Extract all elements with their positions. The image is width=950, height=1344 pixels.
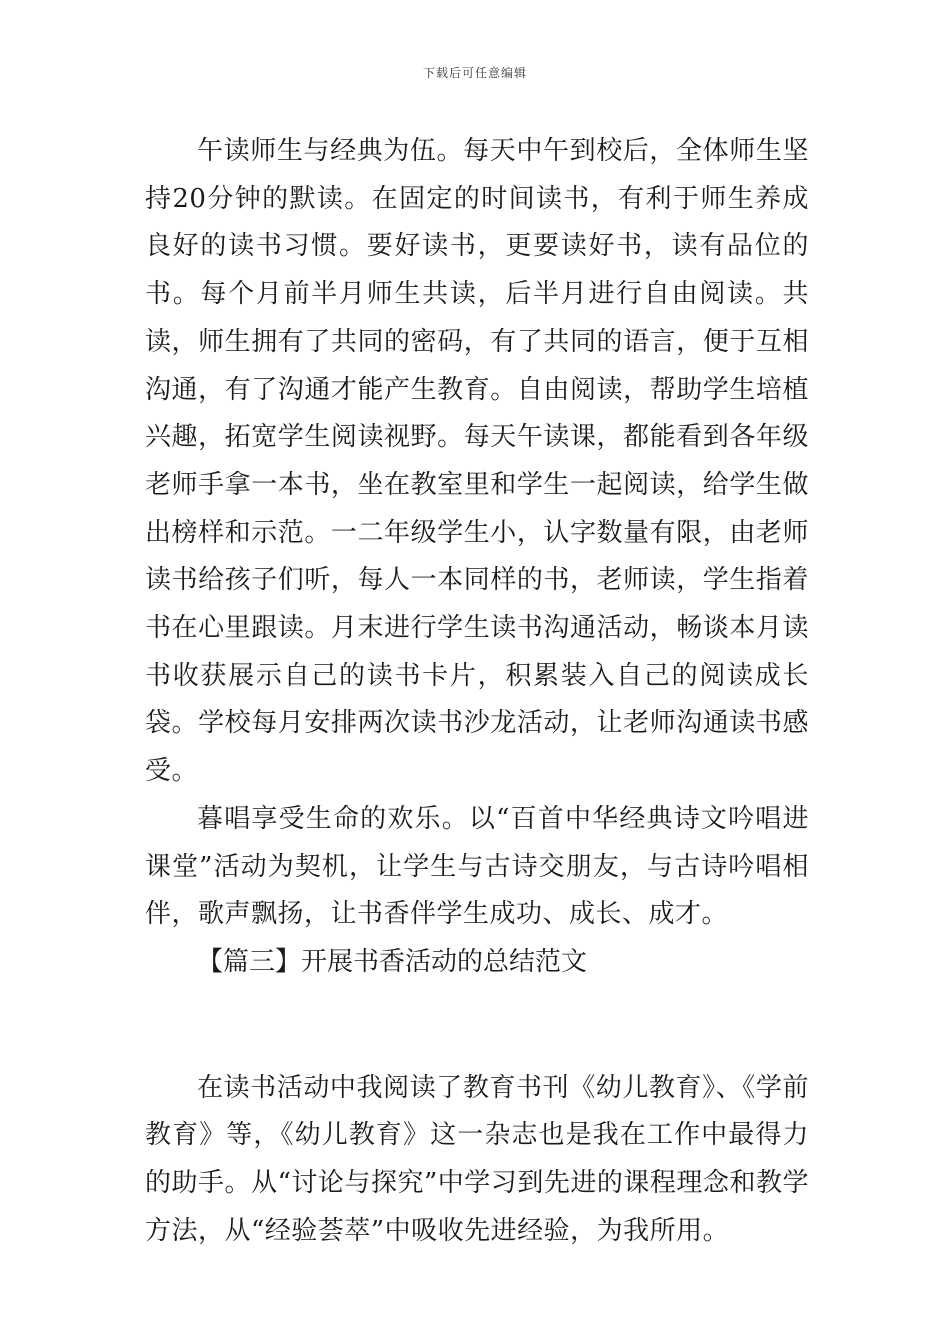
- page-header-note: 下载后可任意编辑: [422, 66, 527, 80]
- section-spacer: [145, 987, 809, 1065]
- paragraph-reading-activity: 在读书活动中我阅读了教育书刊《幼儿教育》、《学前教育》等，《幼儿教育》这一杂志也是我在工作中最得力的助手。从“讨论与探究”中学习到先进的课程理念和教学方法，从“经验荟萃”中吸收先进经验，为我所用。: [145, 1072, 809, 1246]
- section-heading: 【篇三】开展书香活动的总结范文: [197, 946, 588, 977]
- document-body: [145, 128, 809, 1255]
- paragraph-evening-singing: 暮唱享受生命的欢乐。以“百首中华经典诗文吟唱进课堂”活动为契机，让学生与古诗交朋友，与古诗吟唱相伴，歌声飘扬，让书香伴学生成功、成长、成才。: [145, 803, 809, 930]
- paragraph-noon-reading: 午读师生与经典为伍。每天中午到校后，全体师生坚持20分钟的默读。在固定的时间读书，有利于师生养成良好的读书习惯。要好读书，更要读好书，读有品位的书。每个月前半月师生共读，后半月进行自由阅读。共读，师生拥有了共同的密码，有了共同的语言，便于互相沟通，有了沟通才能产生教育。自由阅读，帮助学生培植兴趣，拓宽学生阅读视野。每天午读课，都能看到各年级老师手拿一本书，坐在教室里和学生一起阅读，给学生做出榜样和示范。一二年级学生小，认字数量有限，由老师读书给孩子们听，每人一本同样的书，老师读，学生指着书在心里跟读。月末进行学生读书沟通活动，畅谈本月读书收获展示自己的读书卡片，积累装入自己的阅读成长袋。学校每月安排两次读书沙龙活动，让老师沟通读书感受。: [145, 136, 809, 787]
